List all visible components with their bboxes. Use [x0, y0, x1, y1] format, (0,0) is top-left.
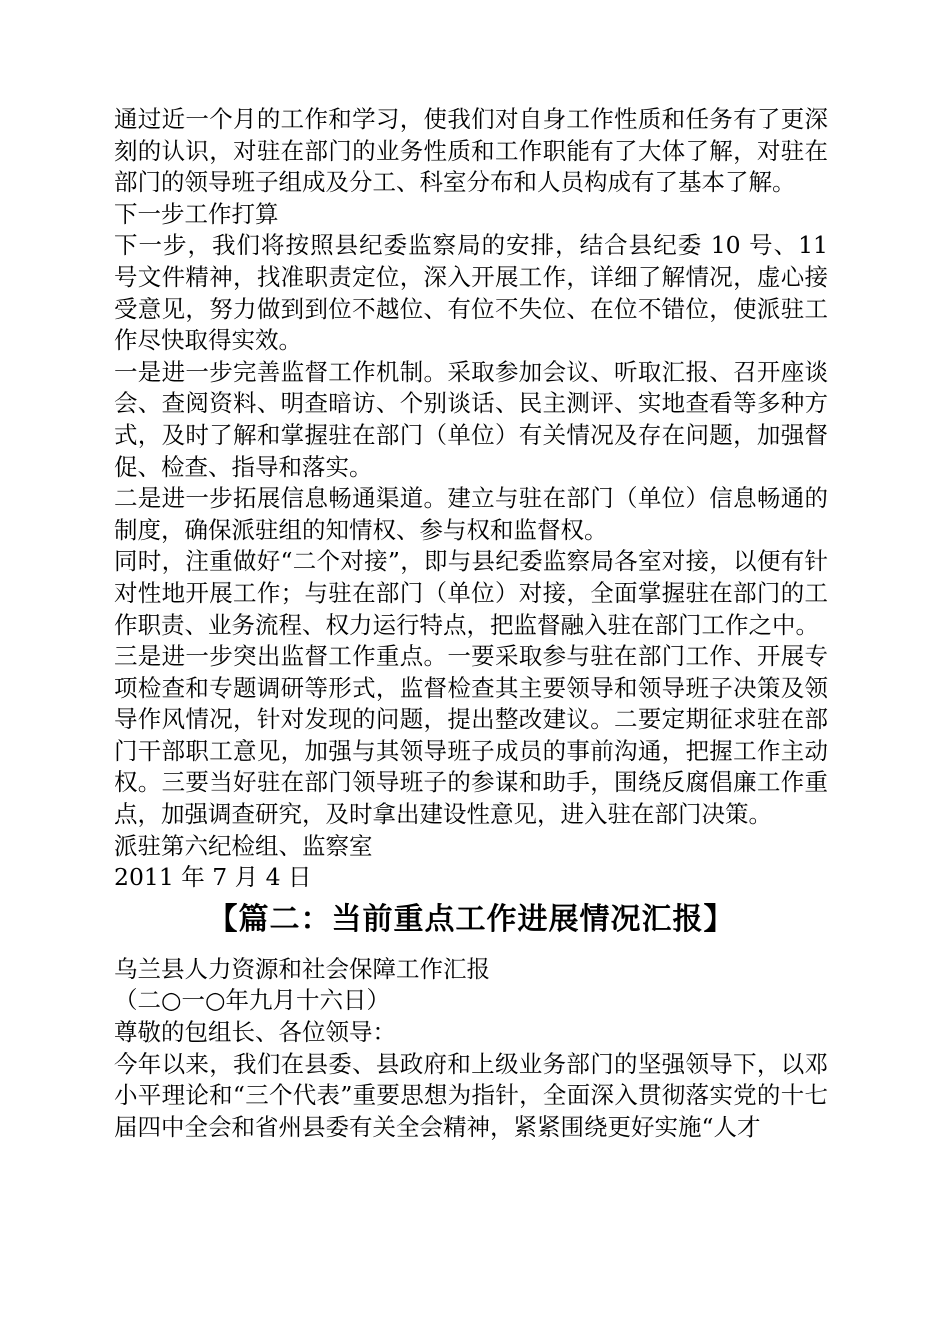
report-title: 乌兰县人力资源和社会保障工作汇报: [114, 954, 490, 983]
paragraph-two-connections: 同时，注重做好“二个对接”，即与县纪委监察局各室对接，以便有针对性地开展工作；与驻在部门（单位）对接，全面掌握驻在部门的工作职责、业务流程、权力运行特点，把监督融入驻在部门工作之中。: [114, 547, 828, 639]
paragraph-point-three: 三是进一步突出监督工作重点。一要采取参与驻在部门工作、开展专项检查和专题调研等形式，监督检查其主要领导和领导班子决策及领导作风情况，针对发现的问题，提出整改建议。二要定期征求驻在部门干部职工意见，加强与其领导班子成员的事前沟通，把握工作主动权。三要当好驻在部门领导班子的参谋和助手，围绕反腐倡廉工作重点，加强调查研究，及时拿出建设性意见，进入驻在部门决策。: [114, 642, 828, 829]
document-page: [114, 104, 828, 1143]
paragraph-next-step-title: 下一步工作打算: [114, 199, 279, 228]
paragraph-work-summary: 通过近一个月的工作和学习，使我们对自身工作性质和任务有了更深刻的认识，对驻在部门的业务性质和工作职能有了大体了解，对驻在部门的领导班子组成及分工、科室分布和人员构成有了基本了解。: [114, 105, 828, 197]
paragraph-point-one: 一是进一步完善监督工作机制。采取参加会议、听取汇报、召开座谈会、查阅资料、明查暗访、个别谈话、民主测评、实地查看等多种方式，及时了解和掌握驻在部门（单位）有关情况及存在问题，加强督促、检查、指导和落实。: [114, 357, 828, 481]
report-salutation: 尊敬的包组长、各位领导：: [114, 1018, 396, 1047]
paragraph-next-step-plan: 下一步，我们将按照县纪委监察局的安排，结合县纪委 10 号、11 号文件精神，找准职责定位，深入开展工作，详细了解情况，虚心接受意见，努力做到到位不越位、有位不失位、在位不错位，使派驻工作尽快取得实效。: [114, 231, 828, 355]
report-body-paragraph: 今年以来，我们在县委、县政府和上级业务部门的坚强领导下，以邓小平理论和“三个代表”重要思想为指针，全面深入贯彻落实党的十七届四中全会和省州县委有关全会精神，紧紧围绕更好实施“人才: [114, 1049, 828, 1141]
report-date: （二○一○年九月十六日）: [114, 986, 391, 1015]
section-heading: 【篇二：当前重点工作进展情况汇报】: [207, 901, 735, 937]
signature-date: 2011 年 7 月 4 日: [114, 863, 312, 892]
paragraph-point-two: 二是进一步拓展信息畅通渠道。建立与驻在部门（单位）信息畅通的制度，确保派驻组的知情权、参与权和监督权。: [114, 484, 828, 544]
signature-organization: 派驻第六纪检组、监察室: [114, 831, 373, 860]
